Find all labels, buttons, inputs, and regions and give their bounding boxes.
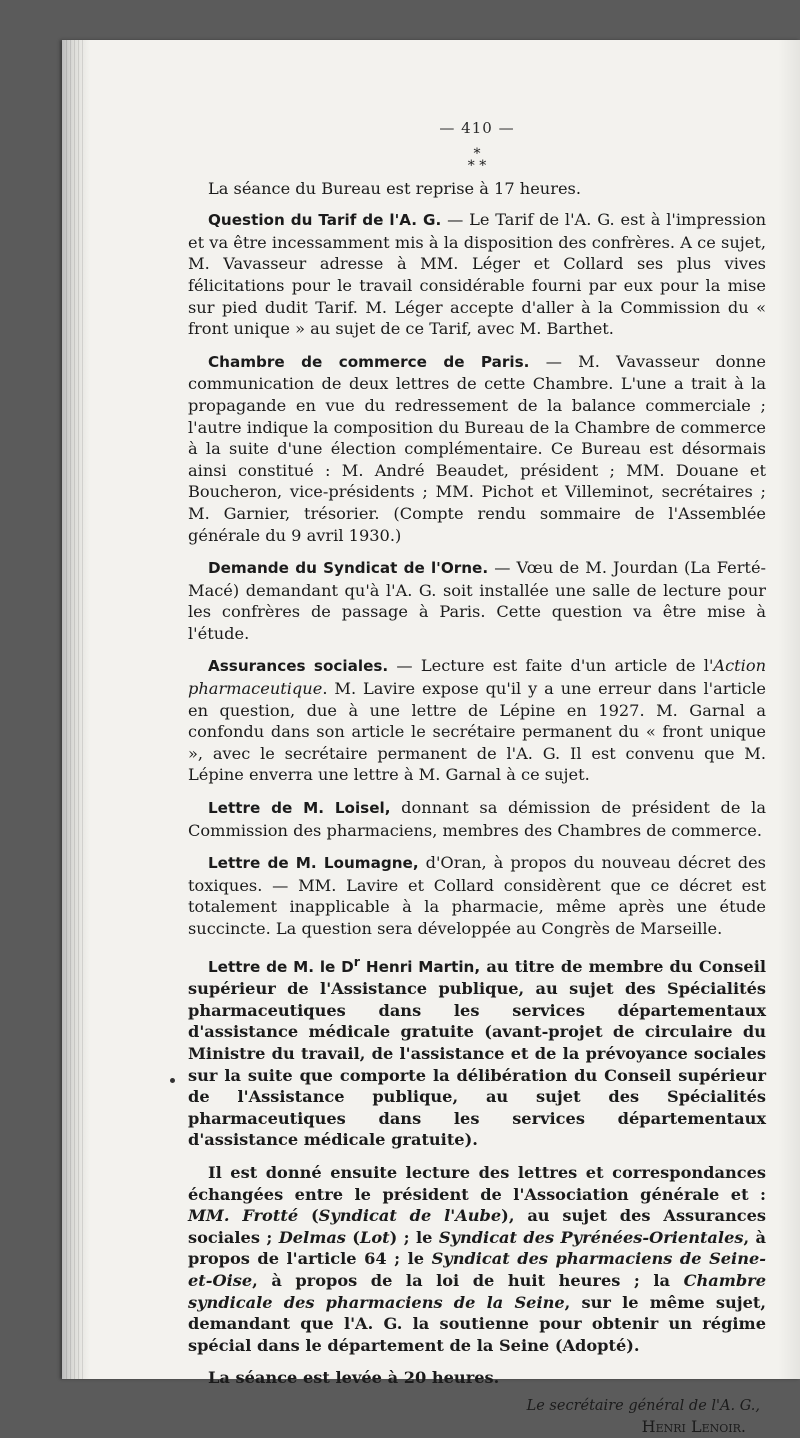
separator-bottom: * * (467, 157, 487, 174)
closing-line: La séance est levée à 20 heures. (208, 1368, 500, 1388)
binding-gutter (62, 40, 90, 1379)
paragraph-assurances-sociales: Assurances sociales. — Lecture est faite d'un article de l'Action pharmaceutique. M. Lavire expose qu'il y a une erreur dans l'article en question, due à une lettre de Lépine en 1927. M. Garnal a confondu dans son article le secrétaire permanent du « front unique », avec le secrétaire permanent de l'A. G. Il est convenu que M. Lépine enverra une lettre à M. Garnal à ce sujet. (188, 656, 767, 785)
paragraph-lettre-loumagne: Lettre de M. Loumagne, d'Oran, à propos du nouveau décret des toxiques. — MM. Lavire et Collard considèrent que ce décret est totalement inapplicable à la pharmacie, même après une étude succincte. La question sera développée au Congrès de Marseille. (188, 853, 766, 938)
paragraph-heading: Lettre de M. le $D^r$ Henri Martin, (208, 953, 481, 976)
signature-block (188, 1396, 766, 1438)
paragraph-syndicat-orne: Demande du Syndicat de l'Orne. — Vœu de M. Jourdan (La Ferté-Macé) demandant qu'à l'A. G. soit installée une salle de lecture pour les confrères de passage à Paris. Cette question va être mise à l'étude. (188, 558, 766, 643)
paragraph-heading: Question du Tarif de l'A. G. (208, 211, 442, 230)
section-separator (188, 145, 766, 174)
paragraph-heading: Lettre de M. Loisel, (208, 799, 391, 818)
publication-title: Action pharmaceutique (188, 656, 767, 699)
page-number: — 410 — (439, 119, 515, 137)
paragraph-heading: Assurances sociales. (208, 657, 389, 676)
paragraph-lettre-martin: Lettre de M. le $D^r$ Henri Martin, au titre de membre du Conseil supérieur de l'Assistance publique, au sujet des Spécialités pharmaceutiques dans les services départementaux d'assistance médicale gratuite (avant-projet de circulaire du Ministre du travail, de l'assistance et de la prévoyance sociales sur la suite que comporte la délibération du Conseil supérieur de l'Assistance publique, au sujet des Spécialités pharmaceutiques dans les services départementaux d'assistance médicale gratuite). (188, 953, 766, 1150)
paragraph-heading: Chambre de commerce de Paris. (208, 352, 530, 371)
margin-dot (170, 1078, 175, 1083)
signature-name: Henri Lenoir. (641, 1416, 746, 1436)
paragraph-heading: Demande du Syndicat de l'Orne. (208, 559, 489, 578)
separator-top: * (473, 145, 481, 162)
page-content (188, 118, 766, 1438)
paragraph-tarif: Question du Tarif de l'A. G. — Le Tarif de l'A. G. est à l'impression et va être incessamment mis à la disposition des confrères. A ce sujet, M. Vavasseur adresse à MM. Léger et Collard ses plus vives félicitations pour le travail considérable fourni par eux pour la mise sur pied dudit Tarif. M. Léger accepte d'aller à la Commission du « front unique » au sujet de ce Tarif, avec M. Barthet. (188, 210, 766, 339)
paragraph-chambre-commerce: Chambre de commerce de Paris. — M. Vavasseur donne communication de deux lettres de cette Chambre. L'une a trait à la propagande en vue du redressement de la balance commerciale ; l'autre indique la composition du Bureau de la Chambre de commerce à la suite d'une élection complémentaire. Ce Bureau est désormais ainsi constitué : M. André Beaudet, président ; MM. Douane et Boucheron, vice-présidents ; MM. Pichot et Villeminot, secrétaires ; M. Garnier, trésorier. (Compte rendu sommaire de l'Assemblée générale du 9 avril 1930.) (188, 351, 766, 545)
paragraph-heading: Lettre de M. Loumagne, (208, 854, 419, 873)
signature-role: Le secrétaire général de l'A. G., (526, 1397, 760, 1414)
paragraph-reprise: La séance du Bureau est reprise à 17 heures. (208, 178, 582, 198)
page-edge-shadow (778, 40, 800, 1379)
paragraph-correspondances: Il est donné ensuite lecture des lettres et correspondances échangées entre le président de l'Association générale et : MM. Frotté (Syndicat de l'Aube), au sujet des Assurances sociales ; Delmas (Lot) ; le Syndicat des Pyrénées-Orientales, à propos de l'article 64 ; le Syndicat des pharmaciens de Seine-et-Oise, à propos de la loi de huit heures ; la Chambre syndicale des pharmaciens de la Seine, sur le même sujet, demandant que l'A. G. la soutienne pour obtenir un régime spécial dans le département de la Seine (Adopté). (188, 1163, 767, 1355)
paragraph-lettre-loisel: Lettre de M. Loisel, donnant sa démission de président de la Commission des pharmaciens, membres des Chambres de commerce. (188, 798, 766, 840)
